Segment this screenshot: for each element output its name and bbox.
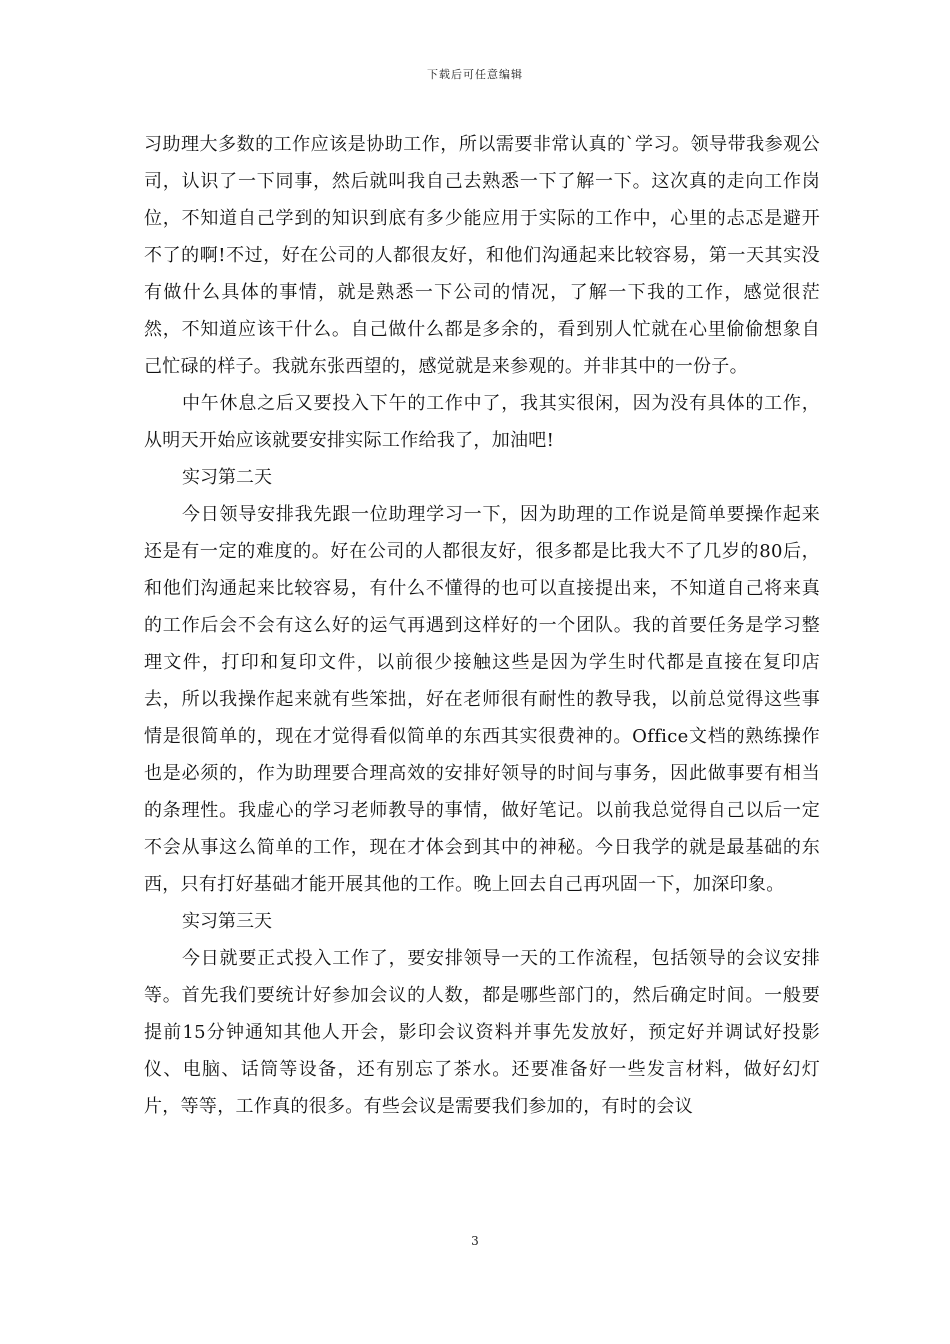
paragraph-afternoon: 中午休息之后又要投入下午的工作中了，我其实很闲，因为没有具体的工作，从明天开始应该就要安排实际工作给我了，加油吧! — [144, 393, 820, 451]
page-number: 3 — [471, 1234, 479, 1248]
paragraph-day-three: 今日就要正式投入工作了，要安排领导一天的工作流程，包括领导的会议安排等。首先我们要统计好参加会议的人数，都是哪些部门的，然后确定时间。一般要提前15分钟通知其他人开会，影印会议资料并事先发放好，预定好并调试好投影仪、电脑、话筒等设备，还有别忘了茶水。还要准备好一些发言材料，做好幻灯片，等等，工作真的很多。有些会议是需要我们参加的，有时的会议 — [144, 948, 820, 1117]
document-body — [144, 126, 820, 1125]
paragraph-intro-continued: 习助理大多数的工作应该是协助工作，所以需要非常认真的`学习。领导带我参观公司，认识了一下同事，然后就叫我自己去熟悉一下了解一下。这次真的走向工作岗位，不知道自己学到的知识到底有多少能应用于实际的工作中，心里的忐忑是避开不了的啊!不过，好在公司的人都很友好，和他们沟通起来比较容易，第一天其实没有做什么具体的事情，就是熟悉一下公司的情况，了解一下我的工作，感觉很茫然，不知道应该干什么。自己做什么都是多余的，看到别人忙就在心里偷偷想象自己忙碌的样子。我就东张西望的，感觉就是来参观的。并非其中的一份子。 — [144, 134, 820, 377]
page-header: 下载后可任意编辑 — [427, 68, 523, 81]
section-heading-day-three: 实习第三天 — [182, 911, 272, 932]
section-heading-day-two: 实习第二天 — [182, 467, 272, 488]
paragraph-day-two: 今日领导安排我先跟一位助理学习一下，因为助理的工作说是简单要操作起来还是有一定的难度的。好在公司的人都很友好，很多都是比我大不了几岁的80后，和他们沟通起来比较容易，有什么不懂得的也可以直接提出来，不知道自己将来真的工作后会不会有这么好的运气再遇到这样好的一个团队。我的首要任务是学习整理文件，打印和复印文件，以前很少接触这些是因为学生时代都是直接在复印店去，所以我操作起来就有些笨拙，好在老师很有耐性的教导我，以前总觉得这些事情是很简单的，现在才觉得看似简单的东西其实很费神的。Office文档的熟练操作也是必须的，作为助理要合理高效的安排好领导的时间与事务，因此做事要有相当的条理性。我虚心的学习老师教导的事情，做好笔记。以前我总觉得自己以后一定不会从事这么简单的工作，现在才体会到其中的神秘。今日我学的就是最基础的东西，只有打好基础才能开展其他的工作。晚上回去自己再巩固一下，加深印象。 — [144, 504, 820, 895]
